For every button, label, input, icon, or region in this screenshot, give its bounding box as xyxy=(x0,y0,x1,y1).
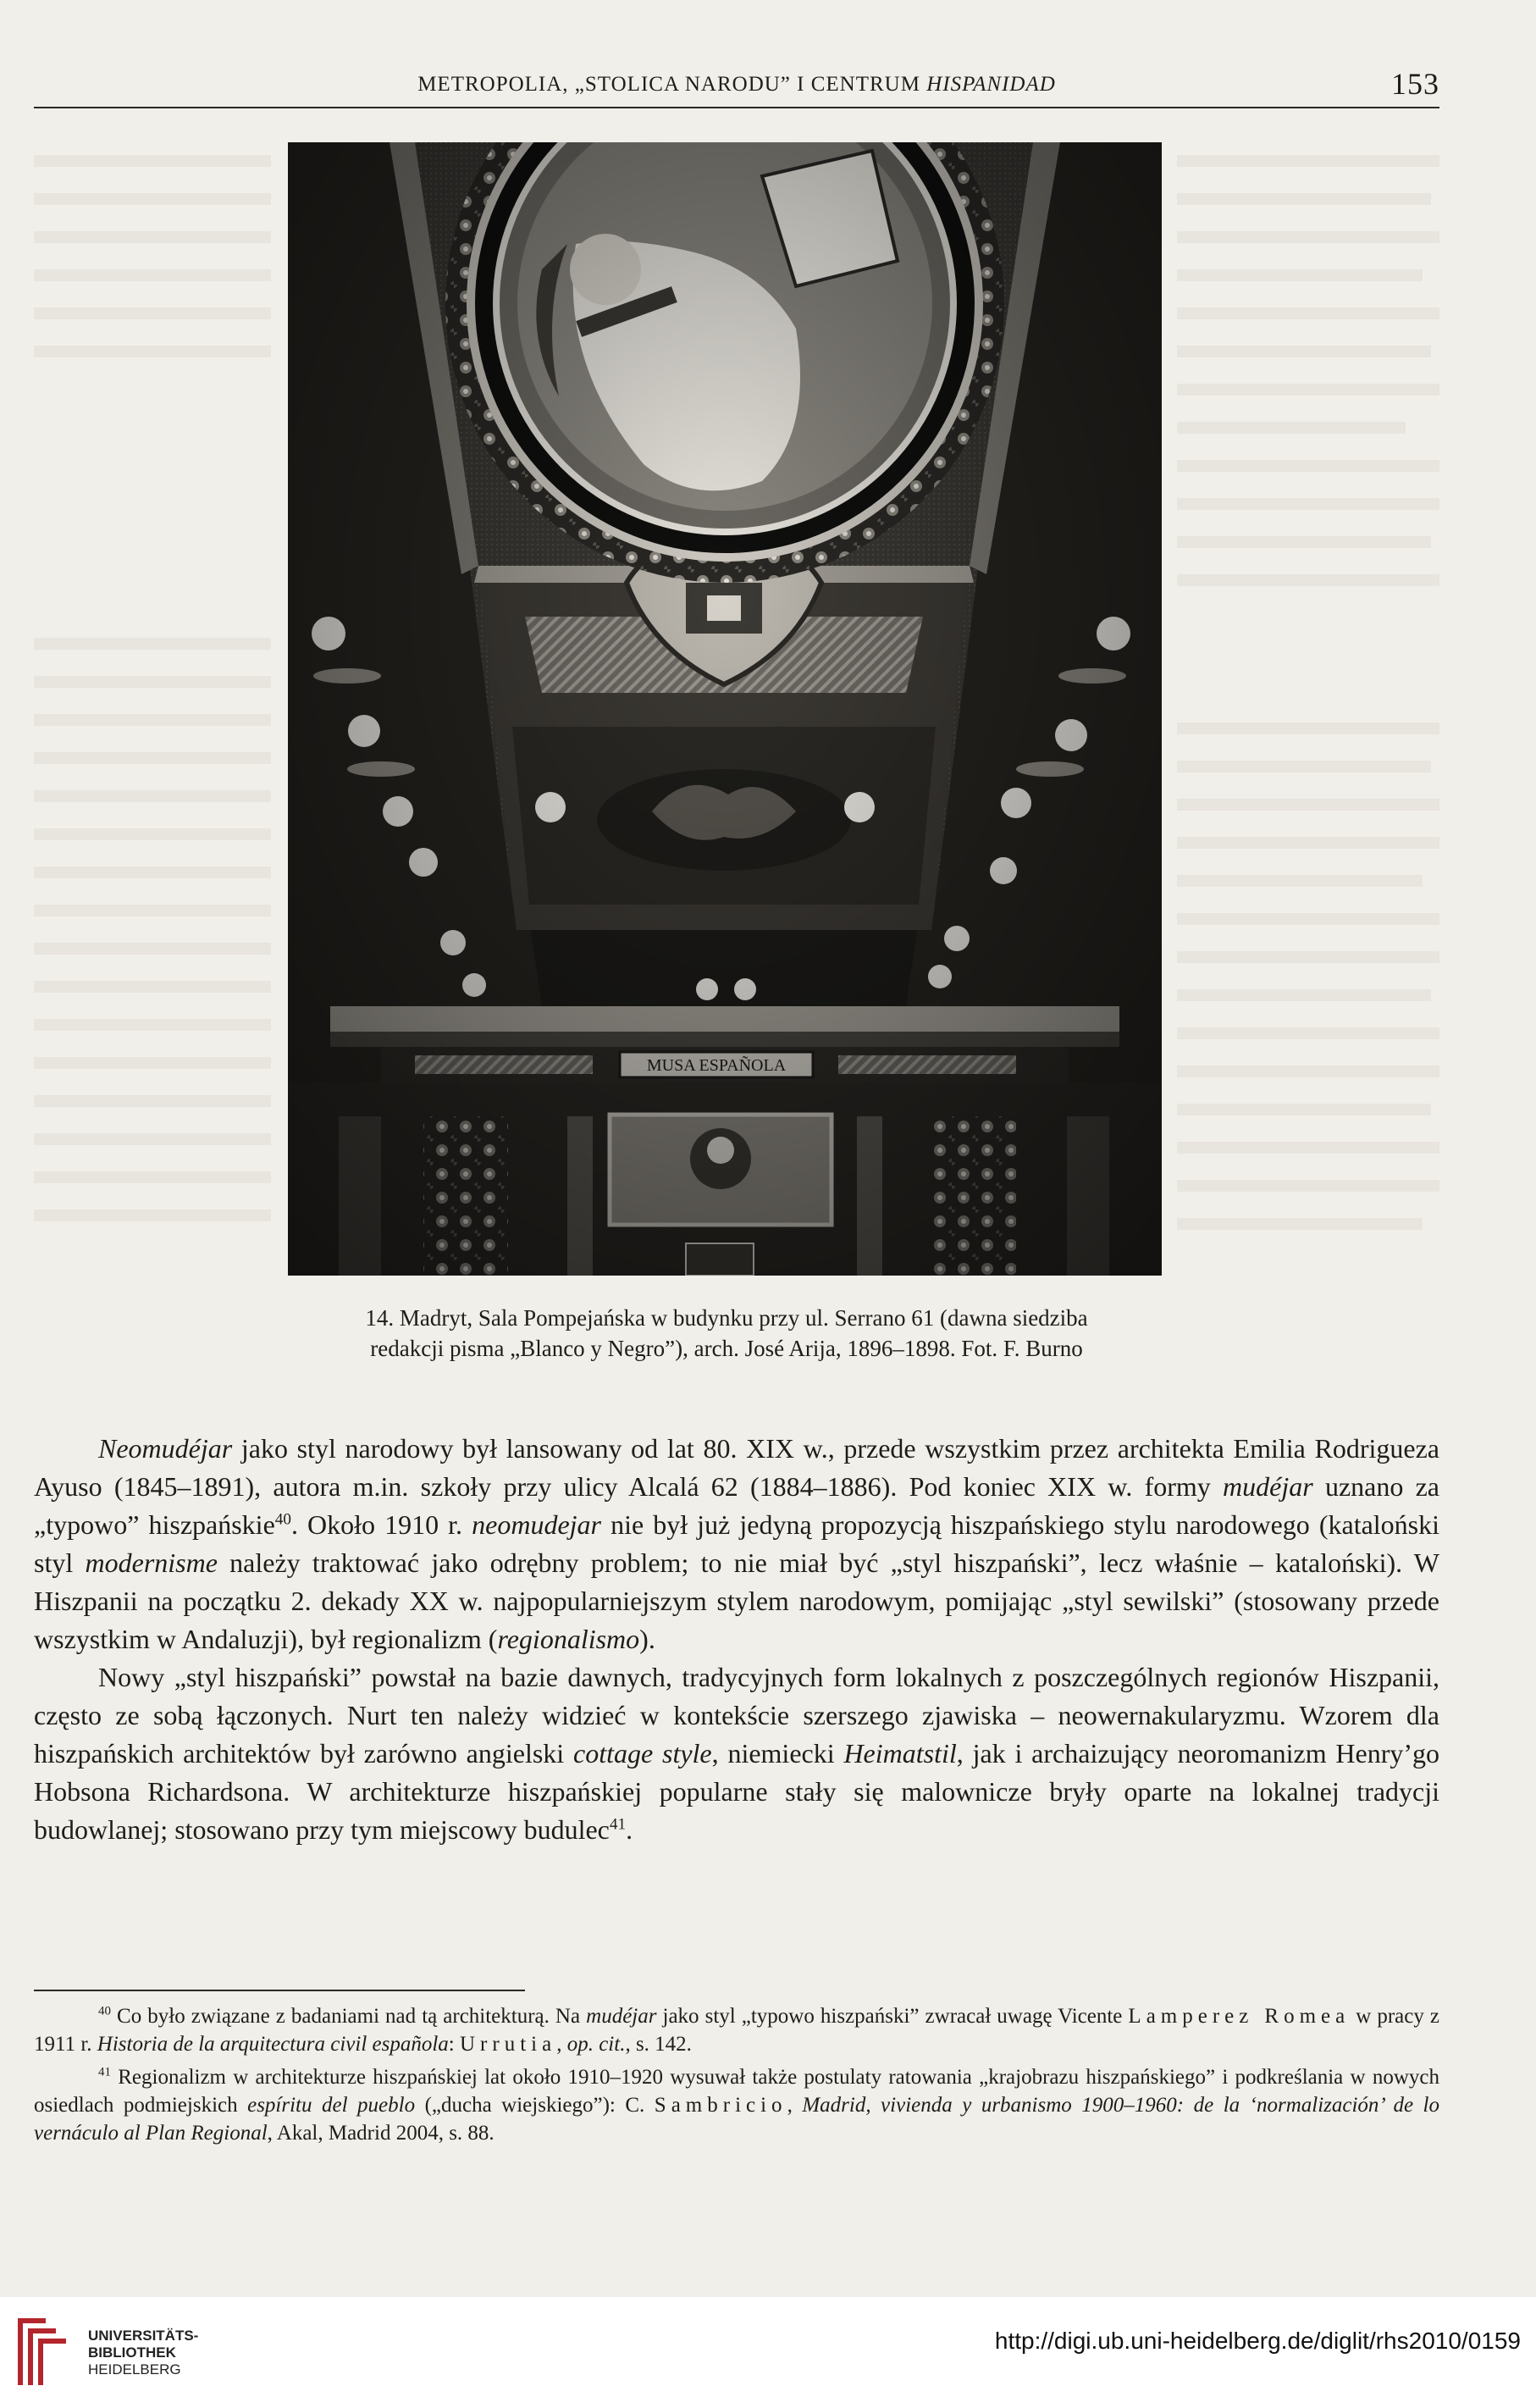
footnote-ref-41[interactable]: 41 xyxy=(609,1815,627,1834)
digital-library-footer xyxy=(0,2297,1536,2408)
figure-photograph xyxy=(288,142,1162,1276)
page-number: 153 xyxy=(1391,67,1439,101)
footnote-number-40: 40 xyxy=(98,2004,111,2018)
paragraph-1: Neomudéjar jako styl narodowy był lansowany od lat 80. XIX w., przede wszystkim przez architekta Emilia Rodrigueza Ayuso (1845–1891), autora m.in. szkoły przy ulicy Alcalá 62 (1884–1886). Pod koniec XIX w. formy mudéjar uznano za „typowo” hiszpańskie$^{40}$. Około 1910 r. neomudejar nie był już jedyną propozycją hiszpańskiego stylu narodowego (kataloński styl modernisme należy traktować jako odrębny problem; to nie miał być „styl hiszpański”, lecz właśnie – kataloński). W Hiszpanii na początku 2. dekady XX w. najpopularniejszym stylem narodowym, pomijając „styl sewilski” (stosowany przede wszystkim w Andaluzji), był regionalizm (regionalismo). xyxy=(34,1433,1440,1654)
footnote-41: $^{41}$ Regionalizm w architekturze hiszpańskiej lat około 1910–1920 wysuwał także postulaty ratowania „krajobrazu hiszpańskiego” i podkreślania w nowych osiedlach podmiejskich espíritu del pueblo („ducha wiejskiego”): C. Sambricio, Madrid, vivienda y urbanismo 1900–1960: de la ‘normalización’ de lo vernáculo al Plan Regional, Akal, Madrid 2004, s. 88. xyxy=(34,2065,1440,2145)
figure-caption xyxy=(295,1303,1158,1364)
university-library-logo-icon[interactable] xyxy=(12,2314,80,2392)
source-url-link[interactable]: http://digi.ub.uni-heidelberg.de/diglit/rhs2010/0159 xyxy=(994,2328,1521,2354)
caption-line-2: redakcji pisma „Blanco y Negro”), arch. José Arija, 1896–1898. Fot. F. Burno xyxy=(370,1336,1083,1361)
running-head-title-italic: HISPANIDAD xyxy=(926,73,1056,96)
library-name: UNIVERSITÄTS- BIBLIOTHEK HEIDELBERG xyxy=(88,2328,199,2378)
running-head-title: METROPOLIA, „STOLICA NARODU” I CENTRUM HISPANIDAD xyxy=(417,73,1056,96)
footnotes xyxy=(34,2002,1439,2152)
running-head-rule xyxy=(34,107,1439,108)
footnote-number-41: 41 xyxy=(98,2065,111,2079)
running-head xyxy=(34,66,1439,100)
footnote-40: $^{40}$ Co było związane z badaniami nad tą architekturą. Na mudéjar jako styl „typowo hiszpański” zwracał uwagę Vicente Lamperez Romea w pracy z 1911 r. Historia de la arquitectura civil española: Urrutia, op. cit., s. 142. xyxy=(34,2004,1439,2056)
body-text xyxy=(34,1430,1439,1849)
ceiling-photo-illustration xyxy=(288,142,1162,1276)
footnote-ref-40[interactable]: 40 xyxy=(274,1510,291,1529)
caption-line-1: 14. Madryt, Sala Pompejańska w budynku przy ul. Serrano 61 (dawna siedziba xyxy=(365,1305,1088,1331)
paragraph-2: Nowy „styl hiszpański” powstał na bazie dawnych, tradycyjnych form lokalnych z poszczególnych regionów Hiszpanii, często ze sobą łączonych. Nurt ten należy widzieć w kontekście szerszego zjawiska – neowernakularyzmu. Wzorem dla hiszpańskich architektów był zarówno angielski cottage style, niemiecki Heimatstil, jak i archaizujący neoromanizm Henry’go Hobsona Richardsona. W architekturze hiszpańskiej popularne stały się malownicze bryły oparte na lokalnej tradycji budowlanej; stosowano przy tym miejscowy budulec$^{41}$. xyxy=(34,1662,1440,1845)
footnote-rule xyxy=(34,1990,525,1991)
